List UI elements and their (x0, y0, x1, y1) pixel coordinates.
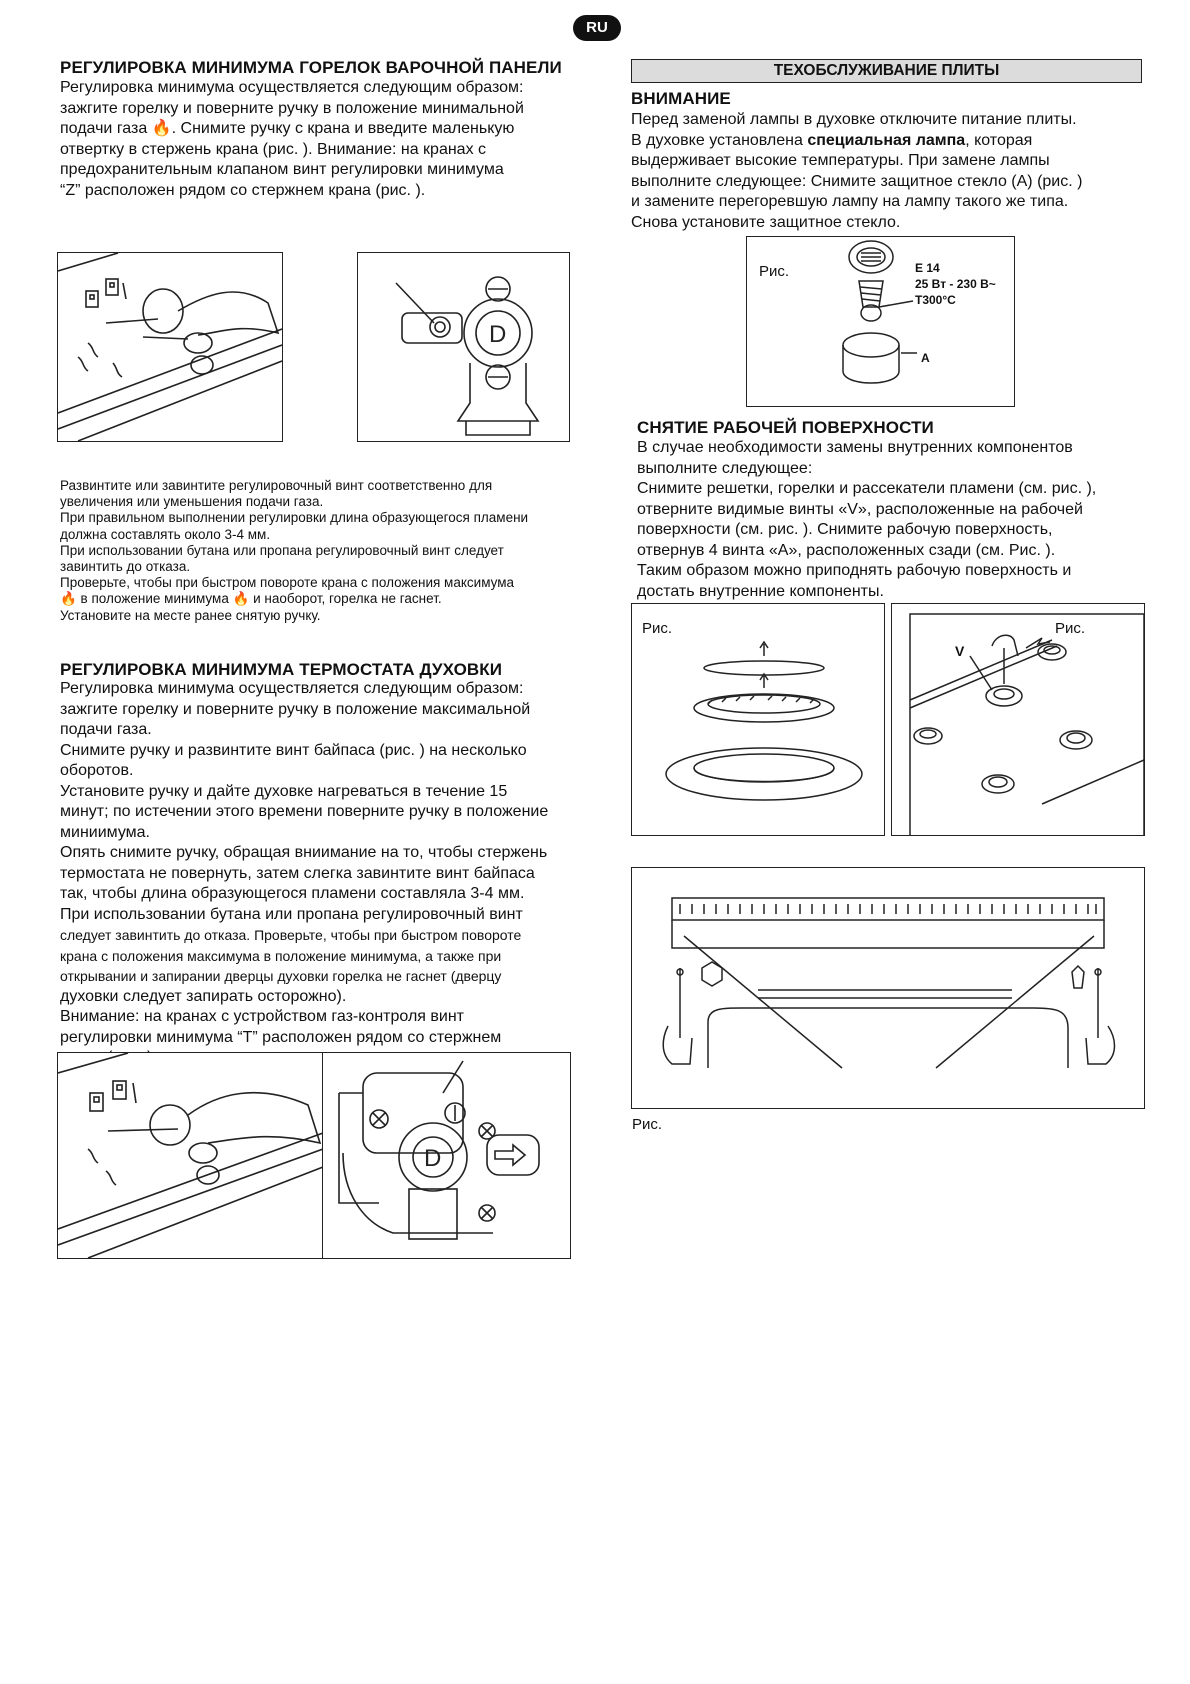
maintenance-section-bar: ТЕХОБСЛУЖИВАНИЕ ПЛИТЫ (631, 59, 1142, 83)
figure-screwdriver-oven (57, 1052, 324, 1259)
svg-text:D: D (424, 1145, 442, 1172)
attention-title: ВНИМАНИЕ (631, 89, 731, 108)
lamp-spec-temperature: T300°C (915, 293, 956, 307)
figure-screwdriver-burner (57, 252, 283, 442)
lamp-spec-power: 25 Вт - 230 В~ (915, 277, 996, 291)
burner-minimum-text: Регулировка минимума осуществляется следующим образом: зажгите горелку и поверните ручку в положение минимальной подачи газа 🔥. Снимите ручку с крана и введите маленькую отвертку в стержень крана (рис. ). Внимание: на кранах с предохранительным клапаном винт регулировки минимума “Z” расположен рядом со стержнем крана (рис. ). (60, 79, 524, 199)
attention-text: Перед заменой лампы в духовке отключите питание плиты. В духовке установлена специальная лампа, которая выдерживает высокие температуры. При замене лампы выполните следующее: Снимите защитное стекло (А) (рис. ) и замените перегоревшую лампу на лампу такого же типа. Снова установите защитное стекло. (631, 111, 1083, 231)
hob-figure-label: Рис. (1055, 620, 1086, 637)
hob-removal-title: СНЯТИЕ РАБОЧЕЙ ПОВЕРХНОСТИ (637, 418, 934, 437)
figure-burner-parts (631, 603, 885, 836)
burner-figure-label: Рис. (642, 620, 673, 637)
figure-thermostat-valve (322, 1052, 571, 1259)
screw-v-label: V (955, 643, 965, 659)
language-badge: RU (573, 15, 621, 41)
back-panel-figure-label: Рис. (632, 1116, 663, 1133)
burner-adjustment-notes: Развинтите или завинтите регулировочный винт соответственно для увеличения или уменьшения подачи газа. При правильном выполнении регулировки длина образующегося пламени должна составлять около 3-4 мм. При использовании бутана или пропана регулировочный винт следует завинтить до отказа. Проверьте, чтобы при быстром повороте крана с положения максимума 🔥 в положение минимума 🔥 и наоборот, горелка не гаснет. Установите на месте ранее снятую ручку. (60, 478, 529, 623)
svg-text:D: D (489, 321, 507, 348)
figure-back-panel-screws (631, 867, 1145, 1109)
oven-thermostat-text: Регулировка минимума осуществляется следующим образом: зажгите горелку и поверните ручку в положение максимальной подачи газа. Снимите ручку и развинтите винт байпаса (рис. ) на несколько оборотов. Установите ручку и дайте духовке нагреваться в течение 15 минут; по истечении этого времени поверните ручку в положение миниимума. Опять снимите ручку, обращая вниимание на то, чтобы стержень термостата не повернуть, затем слегка завинтите винт байпаса так, чтобы длина образующегося пламени составляла 3-4 мм. При использовании бутана или пропана регулировочный винт следует завинтить до отказа. Проверьте, чтобы при быстром повороте крана с положения максимума в положение минимума, а также при открывании и запирании дверцы духовки горелка не гаснет (дверцу духовки следует запирать осторожно). Внимание: на кранах с устройством газ-контроля винт регулировки минимума “Т” расположен рядом со стержнем (60, 680, 549, 1046)
figure-hob-screws (891, 603, 1145, 836)
figure-oven-lamp (746, 236, 1015, 407)
figure-tap-minimum-screw (357, 252, 570, 442)
lamp-figure-label: Рис. (759, 263, 790, 280)
lamp-spec-base: E 14 (915, 261, 940, 275)
burner-minimum-title: РЕГУЛИРОВКА МИНИМУМА ГОРЕЛОК ВАРОЧНОЙ ПАНЕЛИ (60, 58, 562, 77)
hob-removal-text: В случае необходимости замены внутренних компонентов выполните следующее: Снимите решетки, горелки и рассекатели пламени (см. рис. ), отверните видимые винты «V», расположенные на рабочей поверхности (см. рис. ). Снимите рабочую поверхность, отвернув 4 винта «А», расположенных сзади (см. Рис. ). Таким образом можно приподнять рабочую поверхность и достать внутренние компоненты. (637, 439, 1097, 600)
oven-thermostat-title: РЕГУЛИРОВКА МИНИМУМА ТЕРМОСТАТА ДУХОВКИ (60, 660, 503, 679)
lamp-glass-label-a: A (921, 351, 930, 365)
